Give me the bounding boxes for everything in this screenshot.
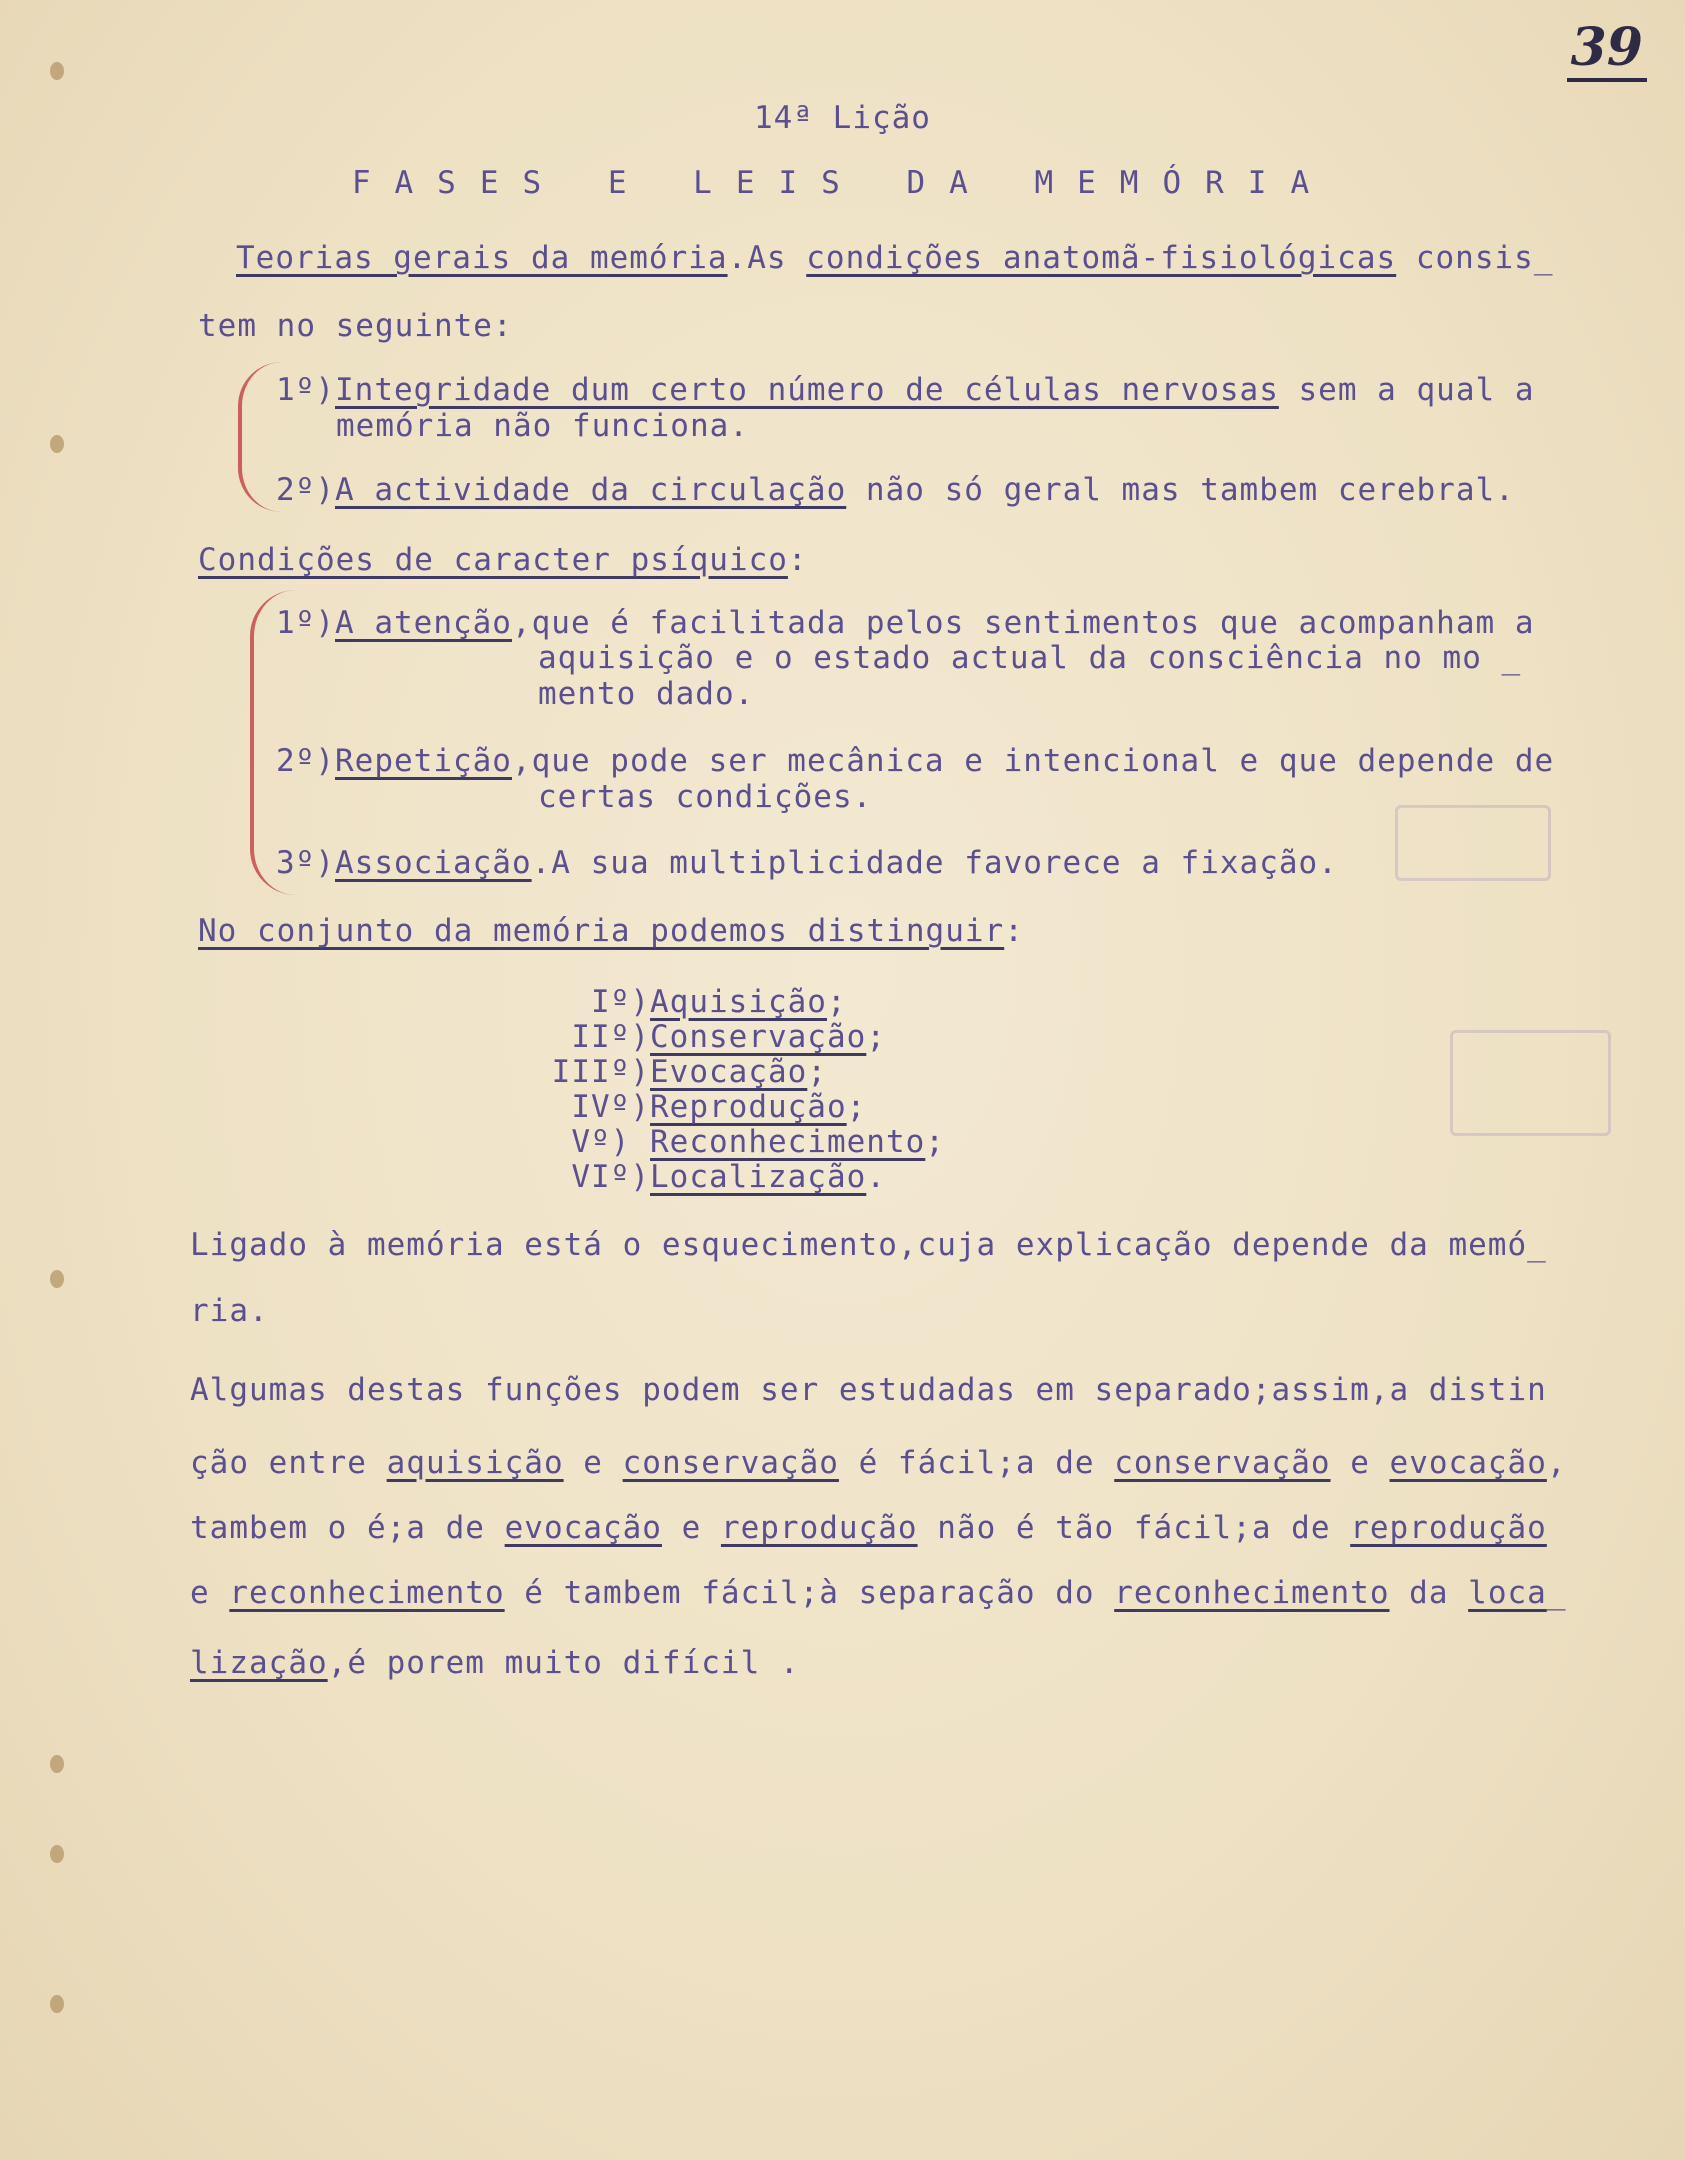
- psychic-heading-line: [198, 542, 808, 578]
- item-number: 3º): [276, 845, 335, 881]
- final-line-3: [190, 1510, 1547, 1546]
- item-underlined: A actividade da circulação: [335, 472, 847, 508]
- anatomic-item-1-cont: memória não funciona.: [336, 408, 749, 444]
- intro-line-1: [236, 240, 1553, 276]
- phase-list-item: [571, 1159, 650, 1195]
- phase-number: Iº): [591, 984, 650, 1020]
- distinguish-heading: No conjunto da memória podemos distinguir: [198, 913, 1005, 949]
- phase-list-item: [571, 1124, 650, 1160]
- underlined-term: conservação: [1114, 1445, 1331, 1481]
- anatomic-item-1: [276, 372, 1535, 408]
- phase-label: Localização: [650, 1159, 867, 1195]
- text: tambem o é;a de: [190, 1510, 505, 1546]
- phase-label: Conservação: [650, 1019, 867, 1055]
- text: é fácil;a de: [838, 1445, 1115, 1481]
- underlined-term: conservação: [622, 1445, 839, 1481]
- text: é tambem fácil;à separação do: [504, 1575, 1115, 1611]
- underlined-term: aquisição: [386, 1445, 564, 1481]
- phase-end: .: [866, 1159, 886, 1195]
- underlined-term: lização: [190, 1645, 328, 1681]
- phase-list-item: [650, 1124, 945, 1160]
- item-rest: ,que pode ser mecânica e intencional e que depende de: [511, 743, 1555, 779]
- phase-list-item: [591, 984, 650, 1020]
- distinguish-heading-line: [198, 913, 1024, 949]
- intro-heading: Teorias gerais da memória: [236, 240, 728, 276]
- forgetting-line-2: ria.: [190, 1293, 269, 1329]
- psychic-item-1: [276, 605, 1535, 641]
- final-line-2: [190, 1445, 1567, 1481]
- faint-stamp: [1395, 805, 1551, 881]
- phase-end: ;: [866, 1019, 886, 1055]
- psychic-item-2-cont1: certas condições.: [538, 779, 873, 815]
- phase-number: IIº): [571, 1019, 650, 1055]
- text: não é tão fácil;a de: [917, 1510, 1351, 1546]
- text: ,: [1546, 1445, 1567, 1481]
- item-underlined: Repetição: [335, 743, 512, 779]
- item-rest: .A sua multiplicidade favorece a fixação.: [531, 845, 1338, 881]
- text: e: [563, 1445, 623, 1481]
- phase-end: ;: [846, 1089, 867, 1125]
- phase-number: IIIº): [551, 1054, 650, 1090]
- text: da: [1389, 1575, 1469, 1611]
- underlined-term: evocação: [504, 1510, 662, 1546]
- underlined-term: reprodução: [1350, 1510, 1547, 1546]
- phase-label: Reconhecimento: [650, 1124, 926, 1160]
- phase-end: ;: [807, 1054, 827, 1090]
- phase-label: Evocação: [650, 1054, 808, 1090]
- phase-list-item: [650, 1089, 866, 1125]
- intro-line-2: tem no seguinte:: [198, 308, 513, 344]
- faint-stamp: [1450, 1030, 1611, 1136]
- lesson-label: 14ª Lição: [754, 100, 931, 136]
- text: e: [1330, 1445, 1390, 1481]
- phase-number: IVº): [571, 1089, 650, 1125]
- item-rest: não só geral mas tambem cerebral.: [846, 472, 1515, 508]
- page-title: FASES E LEIS DA MEMÓRIA: [351, 165, 1334, 201]
- distinguish-colon: :: [1004, 913, 1024, 949]
- phase-list-item: [650, 1159, 886, 1195]
- final-line-5: [190, 1645, 800, 1681]
- psychic-heading: Condições de caracter psíquico: [198, 542, 788, 578]
- phase-end: ;: [925, 1124, 945, 1160]
- item-number: 1º): [276, 372, 335, 408]
- intro-sep: .As: [727, 240, 807, 276]
- item-rest: sem a qual a: [1278, 372, 1535, 408]
- forgetting-line-1: Ligado à memória está o esquecimento,cuja explicação depende da memó_: [190, 1227, 1547, 1263]
- psychic-item-1-cont1: aquisição e o estado actual da consciência no mo _: [538, 640, 1522, 676]
- item-underlined: A atenção: [335, 605, 512, 641]
- psychic-colon: :: [787, 542, 808, 578]
- underlined-term: loca: [1468, 1575, 1547, 1611]
- phase-label: Reprodução: [650, 1089, 847, 1125]
- underlined-term: reconhecimento: [1114, 1575, 1390, 1611]
- final-line-4: [190, 1575, 1566, 1611]
- item-number: 1º): [276, 605, 335, 641]
- underlined-term: reprodução: [720, 1510, 918, 1546]
- phase-list-item: [650, 1019, 886, 1055]
- text: e: [190, 1575, 230, 1611]
- phase-end: ;: [826, 984, 847, 1020]
- page-number: 39: [1567, 22, 1647, 82]
- item-number: 2º): [276, 472, 335, 508]
- phase-list-item: [650, 984, 847, 1020]
- phase-number: Vº): [571, 1124, 650, 1160]
- phase-label: Aquisição: [650, 984, 827, 1020]
- phase-list-item: [650, 1054, 827, 1090]
- item-number: 2º): [276, 743, 335, 779]
- phase-list-item: [571, 1019, 650, 1055]
- psychic-item-3: [276, 845, 1338, 881]
- intro-conditions: condições anatomã-fisiológicas: [806, 240, 1397, 276]
- item-rest: ,que é facilitada pelos sentimentos que acompanham a: [511, 605, 1535, 641]
- phase-number: VIº): [571, 1159, 650, 1195]
- text: _: [1546, 1575, 1567, 1611]
- underlined-term: evocação: [1389, 1445, 1547, 1481]
- final-line-1: Algumas destas funções podem ser estudadas em separado;assim,a distin: [190, 1372, 1547, 1408]
- psychic-item-2: [276, 743, 1554, 779]
- anatomic-item-2: [276, 472, 1515, 508]
- text: ,é porem muito difícil .: [327, 1645, 800, 1681]
- text: e: [661, 1510, 721, 1546]
- psychic-item-1-cont2: mento dado.: [538, 676, 755, 712]
- item-underlined: Integridade dum certo número de células nervosas: [335, 372, 1279, 408]
- underlined-term: reconhecimento: [229, 1575, 505, 1611]
- phase-list-item: [552, 1054, 650, 1090]
- intro-rest: consis_: [1396, 240, 1554, 276]
- phase-list-item: [571, 1089, 650, 1125]
- text: ção entre: [190, 1445, 387, 1481]
- item-underlined: Associação: [335, 845, 532, 881]
